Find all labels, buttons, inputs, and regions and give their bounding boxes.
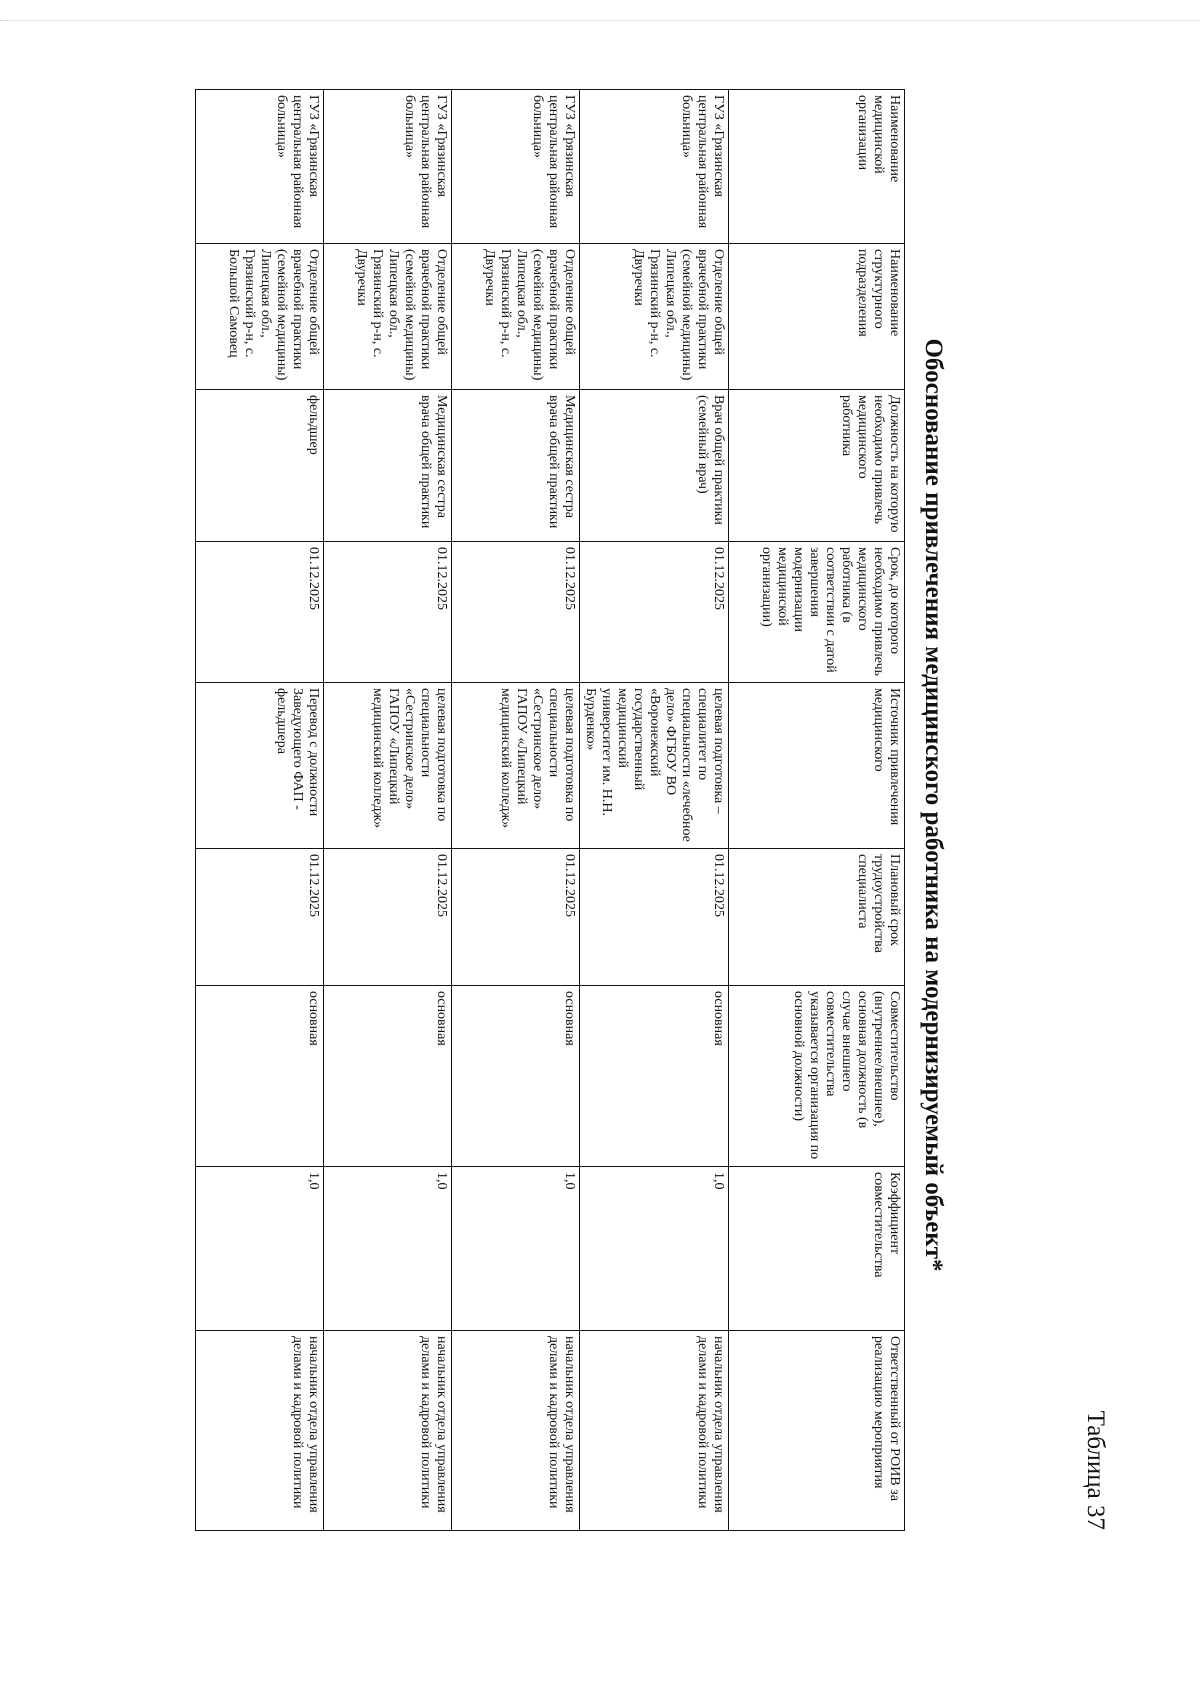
table-cell: 1,0: [196, 1167, 324, 1331]
header-cell: Совместительство (внутреннее/внешнее), основная должность (в случае внешнего совместительства указывается организация по основной должности): [729, 986, 905, 1167]
table-cell: Медицинская сестра врача общей практики: [452, 390, 580, 542]
table-row: [452, 90, 580, 1531]
header-cell: Должность на которую необходимо привлечь медицинского работника: [729, 390, 905, 542]
table-cell: Врач общей практики (семейный врач): [580, 390, 729, 542]
table-cell: 01.12.2025: [452, 849, 580, 986]
table-cell: 1,0: [580, 1167, 729, 1331]
table-cell: 01.12.2025: [580, 542, 729, 683]
table-cell: Отделение общей врачебной практики (семейной медицины) Липецкая обл., Грязинский р-н, с. Двуречки: [324, 244, 452, 390]
table-cell: ГУЗ «Грязинская центральная районная больница»: [452, 90, 580, 244]
table-cell: Отделение общей врачебной практики (семейной медицины) Липецкая обл., Грязинский р-н, с. Большой Самовец: [196, 244, 324, 390]
table-cell: Перевод с должности Заведующего ФАП - фельдшера: [196, 683, 324, 849]
table-cell: 01.12.2025: [196, 849, 324, 986]
document-title: Обоснование привлечения медицинского работника на модернизируемый объект*: [920, 338, 947, 1272]
header-cell: Срок, до которого необходимо привлечь медицинского работника (в соответствии с датой завершения модернизации медицинской организации): [729, 542, 905, 683]
table-cell: 1,0: [324, 1167, 452, 1331]
table-cell: ГУЗ «Грязинская центральная районная больница»: [324, 90, 452, 244]
table-cell: основная: [580, 986, 729, 1167]
table-cell: основная: [452, 986, 580, 1167]
header-cell: Наименование структурного подразделения: [729, 244, 905, 390]
table-cell: Отделение общей врачебной практики (семейной медицины) Липецкая обл., Грязинский р-н, с. Двуречки: [452, 244, 580, 390]
header-cell: Ответственный от РОИВ за реализацию мероприятия: [729, 1331, 905, 1531]
header-cell: Коэффициент совместительства: [729, 1167, 905, 1331]
header-cell: Источник привлечения медицинского: [729, 683, 905, 849]
table-row: [580, 90, 729, 1531]
recruitment-table: [195, 89, 905, 1531]
table-cell: фельдшер: [196, 390, 324, 542]
table-cell: ГУЗ «Грязинская центральная районная больница»: [580, 90, 729, 244]
table-header-row: [729, 90, 905, 1531]
table-caption: Таблица 37: [1082, 1410, 1109, 1530]
table-cell: 01.12.2025: [452, 542, 580, 683]
page-top-border: [0, 20, 1200, 21]
table-cell: ГУЗ «Грязинская центральная районная больница»: [196, 90, 324, 244]
table-cell: начальник отдела управления делами и кадровой политики: [196, 1331, 324, 1531]
header-cell: Наименование медицинской организации: [729, 90, 905, 244]
table-cell: 01.12.2025: [580, 849, 729, 986]
table-cell: целевая подготовка по специальности «Сестринское дело» ГАПОУ «Липецкий медицинский колледж»: [452, 683, 580, 849]
table-cell: целевая подготовка по специальности «Сестринское дело» ГАПОУ «Липецкий медицинский колледж»: [324, 683, 452, 849]
table-cell: Отделение общей врачебной практики (семейной медицины) Липецкая обл., Грязинский р-н, с. Двуречки: [580, 244, 729, 390]
table-cell: основная: [324, 986, 452, 1167]
table-cell: начальник отдела управления делами и кадровой политики: [452, 1331, 580, 1531]
table-cell: Медицинская сестра врача общей практики: [324, 390, 452, 542]
table-cell: основная: [196, 986, 324, 1167]
header-cell: Плановый срок трудоустройства специалиста: [729, 849, 905, 986]
table-row: [324, 90, 452, 1531]
table-cell: начальник отдела управления делами и кадровой политики: [580, 1331, 729, 1531]
table-cell: 1,0: [452, 1167, 580, 1331]
table-cell: начальник отдела управления делами и кадровой политики: [324, 1331, 452, 1531]
table-cell: 01.12.2025: [324, 542, 452, 683]
rotated-page-content: [210, 80, 1110, 1530]
table-cell: 01.12.2025: [324, 849, 452, 986]
table-cell: целевая подготовка – специалитет по специальности «лечебное дело» ФГБОУ ВО «Воронежский государственный медицинский университет им. Н.Н. Бурденко»: [580, 683, 729, 849]
table-cell: 01.12.2025: [196, 542, 324, 683]
table-row: [196, 90, 324, 1531]
